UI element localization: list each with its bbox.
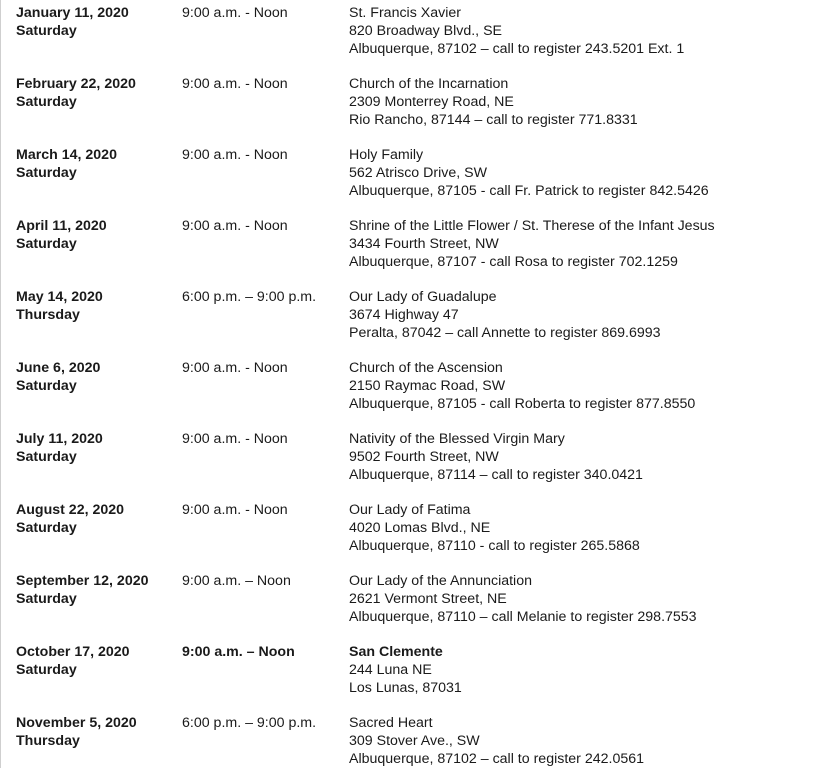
event-date: July 11, 2020 — [16, 431, 103, 447]
event-day: Saturday — [16, 378, 77, 394]
date-cell — [16, 501, 124, 537]
location-cell — [349, 572, 697, 626]
event-day: Thursday — [16, 307, 80, 323]
time-cell — [182, 501, 288, 519]
event-time: 6:00 p.m. – 9:00 p.m. — [182, 715, 317, 731]
parish-name: Sacred Heart — [349, 715, 433, 731]
parish-name: Shrine of the Little Flower / St. Therese of the Infant Jesus — [349, 218, 715, 234]
time-cell — [182, 146, 288, 164]
date-cell — [16, 75, 136, 111]
parish-name: Our Lady of the Annunciation — [349, 573, 532, 589]
time-cell — [182, 359, 288, 377]
parish-address: 820 Broadway Blvd., SE — [349, 23, 502, 39]
event-time: 9:00 a.m. – Noon — [182, 573, 291, 589]
schedule-row — [1, 75, 832, 139]
location-cell — [349, 501, 640, 555]
location-cell — [349, 146, 709, 200]
location-cell — [349, 714, 644, 768]
schedule-row — [1, 430, 832, 494]
event-date: April 11, 2020 — [16, 218, 107, 234]
schedule-row — [1, 714, 832, 778]
city-and-contact: Albuquerque, 87105 - call Roberta to register 877.8550 — [349, 396, 696, 412]
time-cell — [182, 4, 288, 22]
time-cell — [182, 217, 288, 235]
location-cell — [349, 643, 462, 697]
event-date: May 14, 2020 — [16, 289, 103, 305]
parish-name: San Clemente — [349, 644, 443, 660]
city-and-contact: Albuquerque, 87107 - call Rosa to register 702.1259 — [349, 254, 678, 270]
event-day: Saturday — [16, 591, 77, 607]
event-time: 9:00 a.m. - Noon — [182, 147, 288, 163]
event-date: November 5, 2020 — [16, 715, 137, 731]
parish-name: Church of the Incarnation — [349, 76, 509, 92]
city-and-contact: Albuquerque, 87105 - call Fr. Patrick to register 842.5426 — [349, 183, 709, 199]
parish-name: St. Francis Xavier — [349, 5, 461, 21]
city-and-contact: Albuquerque, 87102 – call to register 243.5201 Ext. 1 — [349, 41, 685, 57]
date-cell — [16, 359, 100, 395]
city-and-contact: Albuquerque, 87110 - call to register 265.5868 — [349, 538, 640, 554]
event-date: June 6, 2020 — [16, 360, 101, 376]
time-cell — [182, 714, 316, 732]
event-time: 9:00 a.m. - Noon — [182, 76, 288, 92]
schedule-row — [1, 4, 832, 68]
event-day: Saturday — [16, 236, 77, 252]
event-day: Saturday — [16, 520, 77, 536]
date-cell — [16, 146, 117, 182]
parish-address: 3674 Highway 47 — [349, 307, 459, 323]
parish-address: 4020 Lomas Blvd., NE — [349, 520, 491, 536]
date-cell — [16, 572, 149, 608]
schedule-row — [1, 359, 832, 423]
event-date: September 12, 2020 — [16, 573, 149, 589]
time-cell — [182, 288, 316, 306]
parish-name: Nativity of the Blessed Virgin Mary — [349, 431, 565, 447]
parish-name: Our Lady of Fatima — [349, 502, 471, 518]
parish-address: 9502 Fourth Street, NW — [349, 449, 499, 465]
location-cell — [349, 288, 661, 342]
schedule-row — [1, 146, 832, 210]
event-time: 6:00 p.m. – 9:00 p.m. — [182, 289, 317, 305]
event-time: 9:00 a.m. - Noon — [182, 360, 288, 376]
event-day: Saturday — [16, 449, 77, 465]
parish-address: 2150 Raymac Road, SW — [349, 378, 506, 394]
parish-name: Church of the Ascension — [349, 360, 503, 376]
date-cell — [16, 643, 130, 679]
event-day: Saturday — [16, 23, 77, 39]
event-date: March 14, 2020 — [16, 147, 117, 163]
event-day: Saturday — [16, 662, 77, 678]
time-cell — [182, 430, 288, 448]
event-day: Saturday — [16, 165, 77, 181]
event-time: 9:00 a.m. – Noon — [182, 644, 295, 660]
event-date: February 22, 2020 — [16, 76, 136, 92]
date-cell — [16, 714, 137, 750]
event-time: 9:00 a.m. - Noon — [182, 218, 288, 234]
parish-address: 562 Atrisco Drive, SW — [349, 165, 487, 181]
time-cell — [182, 643, 295, 661]
event-day: Thursday — [16, 733, 80, 749]
city-and-contact: Peralta, 87042 – call Annette to register 869.6993 — [349, 325, 661, 341]
location-cell — [349, 75, 638, 129]
parish-address: 2309 Monterrey Road, NE — [349, 94, 514, 110]
schedule-row — [1, 288, 832, 352]
city-and-contact: Albuquerque, 87110 – call Melanie to register 298.7553 — [349, 609, 697, 625]
location-cell — [349, 217, 715, 271]
parish-name: Holy Family — [349, 147, 424, 163]
date-cell — [16, 288, 103, 324]
event-time: 9:00 a.m. - Noon — [182, 502, 288, 518]
location-cell — [349, 359, 695, 413]
city-and-contact: Albuquerque, 87114 – call to register 340.0421 — [349, 467, 643, 483]
event-day: Saturday — [16, 94, 77, 110]
city-and-contact: Rio Rancho, 87144 – call to register 771.8331 — [349, 112, 638, 128]
schedule-row — [1, 217, 832, 281]
event-time: 9:00 a.m. - Noon — [182, 431, 288, 447]
parish-address: 2621 Vermont Street, NE — [349, 591, 507, 607]
parish-address: 309 Stover Ave., SW — [349, 733, 480, 749]
date-cell — [16, 217, 107, 253]
city-and-contact: Los Lunas, 87031 — [349, 680, 462, 696]
event-time: 9:00 a.m. - Noon — [182, 5, 288, 21]
city-and-contact: Albuquerque, 87102 – call to register 242.0561 — [349, 751, 645, 767]
parish-name: Our Lady of Guadalupe — [349, 289, 497, 305]
schedule-row — [1, 643, 832, 707]
event-date: August 22, 2020 — [16, 502, 125, 518]
event-date: October 17, 2020 — [16, 644, 130, 660]
parish-address: 3434 Fourth Street, NW — [349, 236, 499, 252]
time-cell — [182, 75, 288, 93]
schedule-row — [1, 572, 832, 636]
date-cell — [16, 430, 103, 466]
time-cell — [182, 572, 291, 590]
location-cell — [349, 4, 684, 58]
parish-address: 244 Luna NE — [349, 662, 432, 678]
event-date: January 11, 2020 — [16, 5, 129, 21]
date-cell — [16, 4, 129, 40]
location-cell — [349, 430, 643, 484]
schedule-row — [1, 501, 832, 565]
